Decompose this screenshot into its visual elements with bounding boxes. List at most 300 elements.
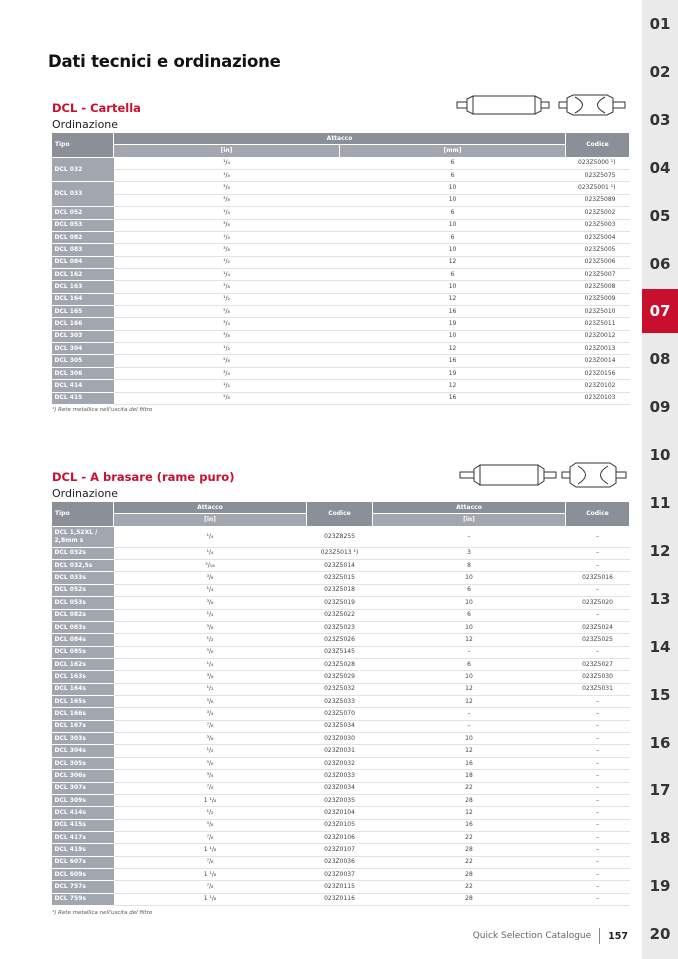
cell-code: 023Z0013: [566, 343, 630, 355]
cell-tipo: DCL 033s: [52, 572, 114, 584]
cell-in2: 16: [373, 757, 566, 769]
table-row: [52, 869, 630, 881]
footer-catalogue-label: Quick Selection Catalogue: [472, 931, 592, 941]
tab-chapter-02[interactable]: 02: [649, 62, 671, 81]
cell-code: 023Z8255: [307, 526, 373, 547]
cell-mm: 12: [340, 380, 566, 392]
cell-in: ³/₈: [114, 621, 307, 633]
table-row: [52, 182, 630, 194]
table-row: [52, 646, 630, 658]
col-tipo: Tipo: [52, 133, 114, 158]
col-codice: Codice: [566, 133, 630, 158]
cell-in2: 3: [373, 547, 566, 559]
cell-in2: 22: [373, 881, 566, 893]
cell-in: 1 ¹/₈: [114, 893, 307, 905]
cell-code2: –: [566, 646, 630, 658]
cell-in2: 16: [373, 819, 566, 831]
table-row: [52, 330, 630, 342]
cell-in: ¹/₂: [114, 343, 340, 355]
col-attacco: Attacco: [114, 133, 566, 145]
cell-in: ⁵/₈: [114, 757, 307, 769]
tab-chapter-19[interactable]: 19: [649, 877, 671, 896]
cell-code2: –: [566, 807, 630, 819]
cell-in: ⁷/₈: [114, 782, 307, 794]
cell-tipo: DCL 162s: [52, 658, 114, 670]
cell-in: ⁵/₁₆: [114, 560, 307, 572]
table-row: [52, 708, 630, 720]
table-row: [52, 231, 630, 243]
cell-in: ¹/₄: [114, 268, 340, 280]
tab-chapter-18[interactable]: 18: [649, 829, 671, 848]
col2-tipo: Tipo: [52, 502, 114, 527]
cell-in2: 28: [373, 893, 566, 905]
cell-in: ¹/₄: [114, 157, 340, 169]
cell-tipo: DCL 163: [52, 281, 114, 293]
table-row: [52, 856, 630, 868]
cell-code: 023Z5001 ¹): [566, 182, 630, 194]
cell-code2: –: [566, 794, 630, 806]
cell-in2: 28: [373, 794, 566, 806]
cell-code: 023Z0032: [307, 757, 373, 769]
table-row: [52, 782, 630, 794]
tab-chapter-14[interactable]: 14: [649, 637, 671, 656]
cell-in: ¹/₂: [114, 256, 340, 268]
cell-code2: 023Z5024: [566, 621, 630, 633]
cell-tipo: DCL 304: [52, 343, 114, 355]
cell-tipo: DCL 083s: [52, 621, 114, 633]
col-in: [in]: [114, 145, 340, 157]
table-row: [52, 720, 630, 732]
cell-tipo: DCL 083: [52, 244, 114, 256]
cell-tipo: DCL 1,52XL / 2,8mm s: [52, 526, 114, 547]
cell-in2: 10: [373, 572, 566, 584]
tab-chapter-16[interactable]: 16: [649, 733, 671, 752]
cell-tipo: DCL 082: [52, 231, 114, 243]
filter-flare-drawing-icon: [455, 92, 631, 118]
col2-in: [in]: [114, 514, 307, 526]
table-row: [52, 392, 630, 404]
table-row: [52, 219, 630, 231]
table-row: [52, 584, 630, 596]
cell-code: 023Z0102: [566, 380, 630, 392]
tab-chapter-01[interactable]: 01: [649, 15, 671, 33]
cell-tipo: DCL 053s: [52, 597, 114, 609]
table-row: [52, 256, 630, 268]
cell-code2: –: [566, 819, 630, 831]
cell-in: ¹/₂: [114, 293, 340, 305]
section2-subtitle: Ordinazione: [52, 487, 119, 500]
cell-in2: –: [373, 646, 566, 658]
cell-tipo: DCL 166: [52, 318, 114, 330]
table-row: [52, 696, 630, 708]
table-row: [52, 881, 630, 893]
cell-in: ⁵/₈: [114, 646, 307, 658]
cell-in: ⁷/₈: [114, 720, 307, 732]
cell-in: ³/₈: [114, 182, 340, 194]
tab-chapter-12[interactable]: 12: [649, 541, 671, 560]
cell-code: 023Z5015: [307, 572, 373, 584]
cell-code: 023Z5002: [566, 207, 630, 219]
cell-tipo: DCL 162: [52, 268, 114, 280]
cell-tipo: DCL 415: [52, 392, 114, 404]
cell-code2: 023Z5027: [566, 658, 630, 670]
cell-code: 023Z0037: [307, 869, 373, 881]
cell-in2: –: [373, 708, 566, 720]
table-row: [52, 207, 630, 219]
cell-code2: 023Z5030: [566, 671, 630, 683]
section2-footnote: ¹) Rete metallica nell'uscita del filtro: [52, 910, 153, 916]
cell-tipo: DCL 084: [52, 256, 114, 268]
tab-chapter-03[interactable]: 03: [649, 110, 671, 129]
cell-code2: 023Z5025: [566, 634, 630, 646]
cell-code: 023Z5000 ¹): [566, 157, 630, 169]
col2-codice-b: Codice: [566, 502, 630, 527]
table-row: [52, 597, 630, 609]
cell-tipo: DCL 085s: [52, 646, 114, 658]
cell-code: 023Z0012: [566, 330, 630, 342]
table-row: [52, 268, 630, 280]
cell-tipo: DCL 167s: [52, 720, 114, 732]
cell-in2: 10: [373, 621, 566, 633]
cell-code: 023Z5008: [566, 281, 630, 293]
table-row: [52, 318, 630, 330]
cell-code: 023Z0105: [307, 819, 373, 831]
table-row: [52, 671, 630, 683]
cell-tipo: DCL 165s: [52, 696, 114, 708]
cell-in: ³/₄: [114, 708, 307, 720]
cell-in2: 8: [373, 560, 566, 572]
cell-mm: 6: [340, 207, 566, 219]
cell-tipo: DCL 166s: [52, 708, 114, 720]
cell-in: ⁵/₈: [114, 392, 340, 404]
cell-tipo: DCL 033: [52, 182, 114, 207]
cell-code2: –: [566, 708, 630, 720]
cell-mm: 12: [340, 256, 566, 268]
cell-in: ³/₈: [114, 281, 340, 293]
cell-tipo: DCL 053: [52, 219, 114, 231]
cell-mm: 16: [340, 392, 566, 404]
cell-tipo: DCL 084s: [52, 634, 114, 646]
cell-mm: 16: [340, 306, 566, 318]
cell-code2: –: [566, 560, 630, 572]
cell-tipo: DCL 082s: [52, 609, 114, 621]
cell-in: 1 ¹/₈: [114, 794, 307, 806]
table-row: [52, 757, 630, 769]
cell-mm: 12: [340, 293, 566, 305]
cell-in: ⁵/₈: [114, 355, 340, 367]
cell-code: 023Z5026: [307, 634, 373, 646]
cell-code2: –: [566, 696, 630, 708]
cell-code: 023Z0107: [307, 844, 373, 856]
cell-code: 023Z5034: [307, 720, 373, 732]
cell-code: 023Z0156: [566, 367, 630, 379]
cell-tipo: DCL 417s: [52, 831, 114, 843]
cell-code: 023Z0103: [566, 392, 630, 404]
cell-code2: –: [566, 757, 630, 769]
cell-code: 023Z5007: [566, 268, 630, 280]
section1-subtitle: Ordinazione: [52, 118, 119, 131]
col2-in-b: [in]: [373, 514, 566, 526]
cell-mm: 10: [340, 281, 566, 293]
cell-code: 023Z5019: [307, 597, 373, 609]
filter-solder-drawing-icon: [458, 460, 630, 490]
cell-in2: 10: [373, 597, 566, 609]
cell-in: ³/₈: [114, 671, 307, 683]
cell-in2: 10: [373, 671, 566, 683]
cell-in: ¹/₄: [114, 658, 307, 670]
cell-mm: 6: [340, 157, 566, 169]
cell-in: ¹/₂: [114, 683, 307, 695]
cell-code2: 023Z5031: [566, 683, 630, 695]
cell-tipo: DCL 032: [52, 157, 114, 182]
cell-in: ¹/₄: [114, 231, 340, 243]
cell-tipo: DCL 609s: [52, 869, 114, 881]
cell-code: 023Z5006: [566, 256, 630, 268]
table-row: [52, 306, 630, 318]
tab-chapter-05[interactable]: 05: [649, 206, 671, 225]
cell-in2: 12: [373, 696, 566, 708]
cell-code: 023Z5011: [566, 318, 630, 330]
cell-mm: 19: [340, 367, 566, 379]
cell-code: 023Z0034: [307, 782, 373, 794]
cell-tipo: DCL 307s: [52, 782, 114, 794]
table-row: [52, 733, 630, 745]
cell-code2: –: [566, 844, 630, 856]
cell-tipo: DCL 165: [52, 306, 114, 318]
table-row: [52, 572, 630, 584]
table-row: [52, 367, 630, 379]
table-row: [52, 609, 630, 621]
cell-in: ³/₈: [114, 330, 340, 342]
cell-code: 023Z5009: [566, 293, 630, 305]
cell-tipo: DCL 164: [52, 293, 114, 305]
cell-code: 023Z5070: [307, 708, 373, 720]
table-row: [52, 807, 630, 819]
table-row: [52, 794, 630, 806]
cell-in: ³/₄: [114, 770, 307, 782]
cell-in2: 12: [373, 683, 566, 695]
cell-in: ¹/₄: [114, 547, 307, 559]
cell-code: 023Z0106: [307, 831, 373, 843]
table-row: [52, 560, 630, 572]
cell-tipo: DCL 052s: [52, 584, 114, 596]
cell-in2: 6: [373, 658, 566, 670]
cell-tipo: DCL 414s: [52, 807, 114, 819]
section1-title: DCL - Cartella: [52, 101, 141, 115]
cell-tipo: DCL 305: [52, 355, 114, 367]
cell-in: ³/₈: [114, 572, 307, 584]
cell-in: ¹/₂: [114, 807, 307, 819]
tab-chapter-06[interactable]: 06: [649, 254, 671, 273]
section2-title: DCL - A brasare (rame puro): [52, 470, 235, 484]
cell-tipo: DCL 757s: [52, 881, 114, 893]
cell-code: 023Z5010: [566, 306, 630, 318]
cell-tipo: DCL 419s: [52, 844, 114, 856]
tab-chapter-07[interactable]: 07: [642, 289, 678, 333]
table-row: [52, 658, 630, 670]
cell-code2: –: [566, 893, 630, 905]
table-row: [52, 355, 630, 367]
cell-code2: –: [566, 584, 630, 596]
cell-tipo: DCL 303: [52, 330, 114, 342]
cell-in2: 12: [373, 634, 566, 646]
cell-code: 023Z5004: [566, 231, 630, 243]
cell-tipo: DCL 032s: [52, 547, 114, 559]
cell-code2: –: [566, 856, 630, 868]
table-row: [52, 819, 630, 831]
cell-in: ¹/₄: [114, 609, 307, 621]
table-row: [52, 293, 630, 305]
tab-chapter-10[interactable]: 10: [649, 446, 671, 465]
table-row: [52, 893, 630, 905]
cell-tipo: DCL 306: [52, 367, 114, 379]
tab-chapter-17[interactable]: 17: [649, 781, 671, 800]
cell-tipo: DCL 414: [52, 380, 114, 392]
table-row: [52, 621, 630, 633]
cell-in: ⁵/₈: [114, 819, 307, 831]
table-row: [52, 526, 630, 547]
tab-chapter-08[interactable]: 08: [649, 350, 671, 369]
table-row: [52, 343, 630, 355]
footer-divider: [599, 928, 600, 944]
cell-code2: –: [566, 831, 630, 843]
table-row: [52, 844, 630, 856]
cell-code: 023Z0033: [307, 770, 373, 782]
cell-tipo: DCL 163s: [52, 671, 114, 683]
cell-tipo: DCL 759s: [52, 893, 114, 905]
cell-in2: 22: [373, 831, 566, 843]
cell-code2: –: [566, 720, 630, 732]
cell-tipo: DCL 309s: [52, 794, 114, 806]
cell-mm: 10: [340, 219, 566, 231]
col-mm: [mm]: [340, 145, 566, 157]
table-row: [52, 244, 630, 256]
cell-mm: 12: [340, 343, 566, 355]
cell-code: 023Z0116: [307, 893, 373, 905]
cell-code: 023Z0115: [307, 881, 373, 893]
cell-in2: 22: [373, 856, 566, 868]
cell-in: ¹/₂: [114, 745, 307, 757]
section2-table: [51, 501, 630, 906]
cell-in: ⁵/₈: [114, 696, 307, 708]
chapter-tabs: [642, 0, 678, 959]
cell-in2: 6: [373, 584, 566, 596]
col2-attacco-b: Attacco: [373, 502, 566, 514]
cell-code: 023Z5023: [307, 621, 373, 633]
cell-mm: 10: [340, 182, 566, 194]
cell-code2: –: [566, 609, 630, 621]
cell-code: 023Z5028: [307, 658, 373, 670]
cell-in: ³/₈: [114, 219, 340, 231]
cell-tipo: DCL 305s: [52, 757, 114, 769]
tab-chapter-20[interactable]: 20: [649, 925, 671, 944]
cell-tipo: DCL 304s: [52, 745, 114, 757]
cell-in: ¹/₄: [114, 207, 340, 219]
cell-code: 023Z5013 ¹): [307, 547, 373, 559]
table-row: [52, 683, 630, 695]
cell-tipo: DCL 306s: [52, 770, 114, 782]
cell-code2: –: [566, 745, 630, 757]
cell-in2: 12: [373, 807, 566, 819]
cell-tipo: DCL 164s: [52, 683, 114, 695]
cell-code: 023Z0036: [307, 856, 373, 868]
cell-code2: 023Z5020: [566, 597, 630, 609]
cell-in2: 28: [373, 869, 566, 881]
cell-code: 023Z0104: [307, 807, 373, 819]
tab-chapter-15[interactable]: 15: [649, 685, 671, 704]
table-row: [52, 157, 630, 169]
tab-chapter-04[interactable]: 04: [649, 158, 671, 177]
cell-code2: –: [566, 526, 630, 547]
cell-in2: 12: [373, 745, 566, 757]
cell-in: ⁵/₈: [114, 306, 340, 318]
table-row: [52, 634, 630, 646]
cell-code: 023Z5003: [566, 219, 630, 231]
table-row: [52, 281, 630, 293]
cell-in2: 18: [373, 770, 566, 782]
cell-code2: –: [566, 733, 630, 745]
cell-in: ¹/₂: [114, 634, 307, 646]
cell-code2: –: [566, 869, 630, 881]
cell-in: ³/₄: [114, 367, 340, 379]
cell-code2: –: [566, 881, 630, 893]
cell-code: 023Z5089: [566, 194, 630, 206]
cell-in: ¹/₂: [114, 380, 340, 392]
cell-tipo: DCL 032,5s: [52, 560, 114, 572]
cell-code: 023Z5075: [566, 170, 630, 182]
cell-in: 1 ¹/₈: [114, 844, 307, 856]
cell-in: ³/₈: [114, 244, 340, 256]
cell-tipo: DCL 415s: [52, 819, 114, 831]
cell-mm: 6: [340, 268, 566, 280]
col2-codice: Codice: [307, 502, 373, 527]
page-title: Dati tecnici e ordinazione: [48, 52, 281, 71]
cell-code2: 023Z5016: [566, 572, 630, 584]
cell-code: 023Z5018: [307, 584, 373, 596]
cell-code: 023Z5145: [307, 646, 373, 658]
cell-code: 023Z0014: [566, 355, 630, 367]
cell-in2: –: [373, 526, 566, 547]
tab-chapter-09[interactable]: 09: [649, 398, 671, 417]
section1-table: [51, 132, 630, 405]
cell-code: 023Z5033: [307, 696, 373, 708]
cell-in: ⁷/₈: [114, 881, 307, 893]
cell-mm: 19: [340, 318, 566, 330]
table-row: [52, 831, 630, 843]
table-row: [52, 194, 630, 206]
cell-in: ³/₄: [114, 318, 340, 330]
tab-chapter-11[interactable]: 11: [649, 494, 671, 512]
cell-code2: –: [566, 770, 630, 782]
cell-in: ¹/₄: [114, 170, 340, 182]
table-row: [52, 770, 630, 782]
cell-mm: 10: [340, 194, 566, 206]
cell-code: 023Z0030: [307, 733, 373, 745]
cell-in2: –: [373, 720, 566, 732]
cell-in: ³/₈: [114, 194, 340, 206]
cell-mm: 10: [340, 330, 566, 342]
tab-chapter-13[interactable]: 13: [649, 589, 671, 608]
page-number: 157: [608, 930, 628, 942]
cell-mm: 16: [340, 355, 566, 367]
cell-tipo: DCL 607s: [52, 856, 114, 868]
cell-in2: 22: [373, 782, 566, 794]
cell-in: 1 ¹/₈: [114, 869, 307, 881]
cell-in: ³/₈: [114, 733, 307, 745]
cell-code: 023Z5005: [566, 244, 630, 256]
table-row: [52, 380, 630, 392]
cell-code2: –: [566, 782, 630, 794]
